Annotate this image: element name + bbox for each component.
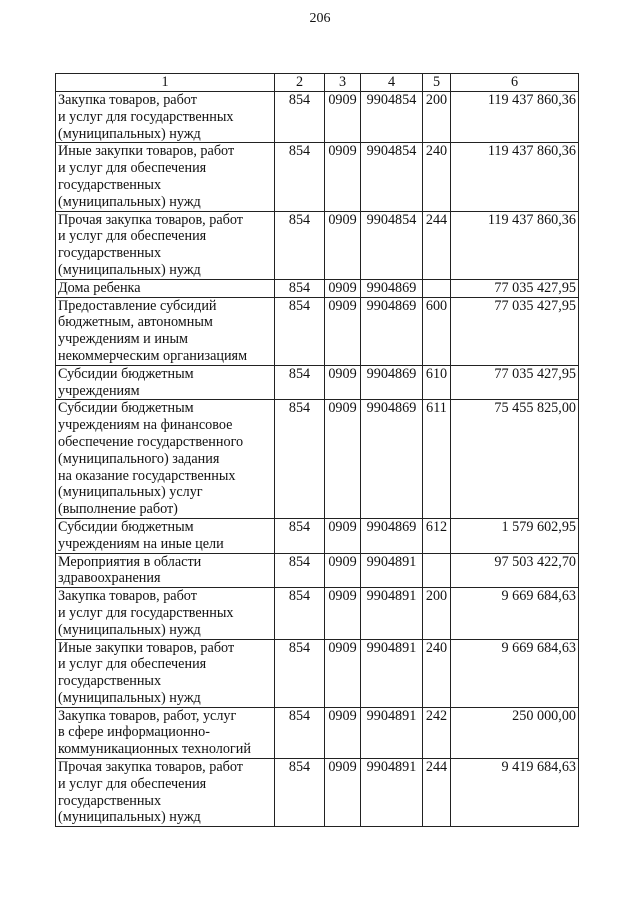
row-name-cell (56, 639, 275, 707)
target-article-cell: 9904891 (361, 588, 423, 639)
row-name-line: государственных (58, 176, 162, 193)
department-code-cell: 854 (275, 279, 325, 297)
column-header: 2 (275, 74, 325, 92)
row-name-line: и услуг для обеспечения (58, 656, 207, 673)
table-row (56, 639, 579, 707)
row-name-line: государственных (58, 673, 162, 690)
amount-cell: 9 669 684,63 (451, 588, 579, 639)
amount-cell: 77 035 427,95 (451, 365, 579, 400)
amount-cell: 119 437 860,36 (451, 143, 579, 211)
row-name-line: и услуг для обеспечения (58, 160, 207, 177)
table-row (56, 400, 579, 519)
expense-type-cell (423, 279, 451, 297)
amount-cell: 77 035 427,95 (451, 279, 579, 297)
table-row (56, 759, 579, 827)
table-row (56, 365, 579, 400)
amount-cell: 250 000,00 (451, 707, 579, 758)
target-article-cell: 9904891 (361, 707, 423, 758)
row-name-line: Иные закупки товаров, работ (58, 143, 235, 160)
row-name-line: государственных (58, 792, 162, 809)
row-name-cell (56, 297, 275, 365)
department-code-cell: 854 (275, 297, 325, 365)
expense-type-cell: 610 (423, 365, 451, 400)
department-code-cell: 854 (275, 143, 325, 211)
department-code-cell: 854 (275, 588, 325, 639)
table-header-row (56, 74, 579, 92)
row-name-cell (56, 707, 275, 758)
department-code-cell: 854 (275, 92, 325, 143)
expense-type-cell: 200 (423, 92, 451, 143)
amount-cell: 1 579 602,95 (451, 518, 579, 553)
row-name-line: учреждениям на финансовое (58, 417, 233, 434)
row-name-line: (муниципальных) нужд (58, 809, 201, 826)
table-row (56, 588, 579, 639)
table-row (56, 143, 579, 211)
expense-type-cell: 612 (423, 518, 451, 553)
amount-cell: 97 503 422,70 (451, 553, 579, 588)
row-name-line: (муниципального) задания (58, 450, 220, 467)
department-code-cell: 854 (275, 639, 325, 707)
row-name-line: учреждениям на иные цели (58, 535, 224, 552)
section-code-cell: 0909 (325, 759, 361, 827)
column-header: 6 (451, 74, 579, 92)
row-name-cell (56, 588, 275, 639)
department-code-cell: 854 (275, 211, 325, 279)
department-code-cell: 854 (275, 400, 325, 519)
section-code-cell: 0909 (325, 92, 361, 143)
table-row (56, 707, 579, 758)
row-name-cell (56, 211, 275, 279)
target-article-cell: 9904869 (361, 518, 423, 553)
target-article-cell: 9904869 (361, 297, 423, 365)
row-name-line: в сфере информационно- (58, 724, 210, 741)
row-name-line: Иные закупки товаров, работ (58, 639, 235, 656)
row-name-line: государственных (58, 245, 162, 262)
expense-type-cell: 611 (423, 400, 451, 519)
section-code-cell: 0909 (325, 143, 361, 211)
expense-type-cell: 244 (423, 759, 451, 827)
row-name-cell (56, 92, 275, 143)
row-name-line: (выполнение работ) (58, 501, 178, 518)
section-code-cell: 0909 (325, 553, 361, 588)
column-header: 3 (325, 74, 361, 92)
target-article-cell: 9904891 (361, 553, 423, 588)
row-name-line: Мероприятия в области (58, 553, 202, 570)
section-code-cell: 0909 (325, 211, 361, 279)
row-name-line: на оказание государственных (58, 467, 236, 484)
section-code-cell: 0909 (325, 297, 361, 365)
department-code-cell: 854 (275, 553, 325, 588)
row-name-line: бюджетным, автономным (58, 314, 213, 331)
row-name-line: Прочая закупка товаров, работ (58, 211, 243, 228)
row-name-line: учреждениям (58, 382, 140, 399)
section-code-cell: 0909 (325, 518, 361, 553)
row-name-cell (56, 279, 275, 297)
target-article-cell: 9904891 (361, 759, 423, 827)
row-name-line: и услуг для государственных (58, 108, 234, 125)
amount-cell: 9 669 684,63 (451, 639, 579, 707)
row-name-line: Дома ребенка (58, 279, 141, 296)
amount-cell: 77 035 427,95 (451, 297, 579, 365)
target-article-cell: 9904854 (361, 211, 423, 279)
row-name-line: Субсидии бюджетным (58, 400, 194, 417)
section-code-cell: 0909 (325, 365, 361, 400)
row-name-line: (муниципальных) услуг (58, 484, 203, 501)
expense-type-cell: 240 (423, 143, 451, 211)
row-name-line: Прочая закупка товаров, работ (58, 759, 243, 776)
amount-cell: 9 419 684,63 (451, 759, 579, 827)
department-code-cell: 854 (275, 707, 325, 758)
department-code-cell: 854 (275, 365, 325, 400)
department-code-cell: 854 (275, 759, 325, 827)
target-article-cell: 9904869 (361, 279, 423, 297)
row-name-line: Закупка товаров, работ (58, 92, 197, 108)
expense-type-cell: 600 (423, 297, 451, 365)
expense-type-cell: 244 (423, 211, 451, 279)
row-name-line: и услуг для обеспечения (58, 775, 207, 792)
target-article-cell: 9904869 (361, 400, 423, 519)
section-code-cell: 0909 (325, 400, 361, 519)
amount-cell: 119 437 860,36 (451, 92, 579, 143)
row-name-line: некоммерческим организациям (58, 347, 248, 364)
row-name-cell (56, 553, 275, 588)
expense-type-cell: 200 (423, 588, 451, 639)
table-row (56, 211, 579, 279)
target-article-cell: 9904854 (361, 143, 423, 211)
table-row (56, 92, 579, 143)
row-name-line: обеспечение государственного (58, 433, 244, 450)
table-row (56, 518, 579, 553)
page-number: 206 (309, 11, 331, 26)
expense-type-cell: 242 (423, 707, 451, 758)
row-name-line: (муниципальных) нужд (58, 621, 201, 638)
row-name-line: Субсидии бюджетным (58, 365, 194, 382)
expense-type-cell: 240 (423, 639, 451, 707)
section-code-cell: 0909 (325, 279, 361, 297)
section-code-cell: 0909 (325, 588, 361, 639)
target-article-cell: 9904854 (361, 92, 423, 143)
table-body (56, 92, 579, 827)
column-header: 1 (56, 74, 275, 92)
table-row (56, 553, 579, 588)
row-name-line: (муниципальных) нужд (58, 261, 201, 278)
column-header: 4 (361, 74, 423, 92)
table-row (56, 297, 579, 365)
row-name-cell (56, 365, 275, 400)
row-name-line: (муниципальных) нужд (58, 689, 201, 706)
budget-table (55, 73, 579, 827)
row-name-line: (муниципальных) нужд (58, 125, 201, 142)
row-name-line: здравоохранения (58, 570, 161, 587)
row-name-cell (56, 518, 275, 553)
row-name-line: коммуникационных технологий (58, 741, 251, 758)
row-name-line: Предоставление субсидий (58, 297, 217, 314)
section-code-cell: 0909 (325, 707, 361, 758)
target-article-cell: 9904891 (361, 639, 423, 707)
row-name-line: (муниципальных) нужд (58, 193, 201, 210)
amount-cell: 119 437 860,36 (451, 211, 579, 279)
target-article-cell: 9904869 (361, 365, 423, 400)
department-code-cell: 854 (275, 518, 325, 553)
row-name-cell (56, 143, 275, 211)
row-name-line: учреждениям и иным (58, 331, 189, 348)
section-code-cell: 0909 (325, 639, 361, 707)
column-header: 5 (423, 74, 451, 92)
table-row (56, 279, 579, 297)
row-name-cell (56, 400, 275, 519)
row-name-line: и услуг для обеспечения (58, 228, 207, 245)
row-name-cell (56, 759, 275, 827)
row-name-line: и услуг для государственных (58, 604, 234, 621)
amount-cell: 75 455 825,00 (451, 400, 579, 519)
expense-type-cell (423, 553, 451, 588)
row-name-line: Субсидии бюджетным (58, 518, 194, 535)
row-name-line: Закупка товаров, работ (58, 588, 197, 605)
row-name-line: Закупка товаров, работ, услуг (58, 707, 237, 724)
